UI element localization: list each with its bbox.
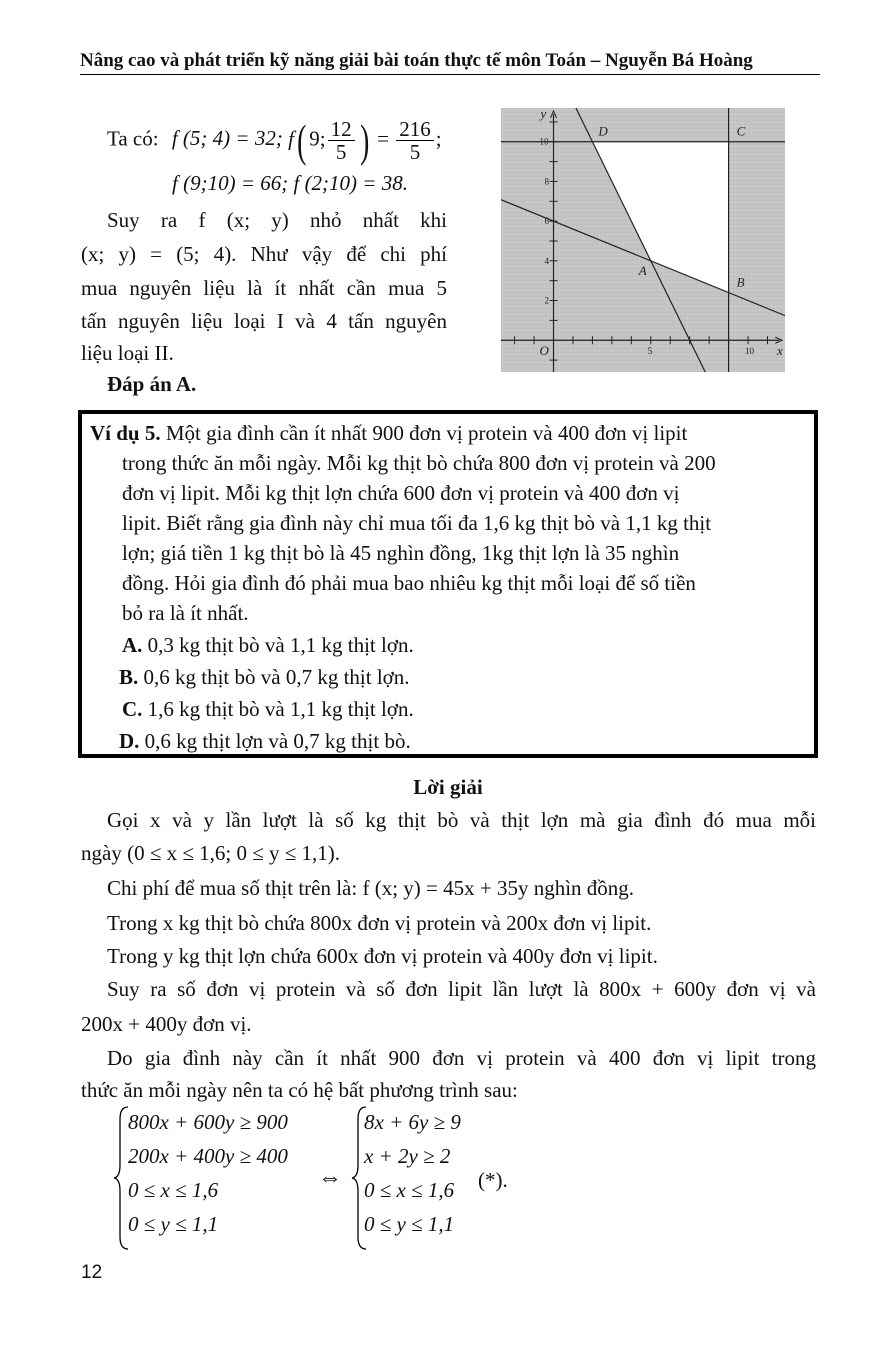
values-prefix: Ta có: (107, 126, 159, 151)
equivalence-symbol: ⇔ (318, 1165, 342, 1191)
example-line-5: lợn; giá tiền 1 kg thịt bò là 45 nghìn đồng, 1kg thịt lợn là 35 nghìn (122, 541, 680, 565)
inequality: x + 2y ≥ 2 (364, 1144, 451, 1168)
answer-label: Đáp án A. (107, 372, 197, 396)
value-f9-arg: 9; (309, 126, 326, 151)
running-header: Nâng cao và phát triển kỹ năng giải bài toán thực tế môn Toán – Nguyễn Bá Hoàng (80, 50, 820, 75)
example-line-6: đồng. Hỏi gia đình đó phải mua bao nhiêu kg thịt mỗi loại để số tiền (122, 571, 696, 595)
option-key: A. (122, 633, 143, 657)
origin-label: O (539, 343, 549, 359)
y-tick-label: 10 (539, 136, 549, 147)
option-key: D. (119, 729, 140, 753)
y-tick-label: 2 (544, 295, 550, 306)
solution-p5-a: Suy ra số đơn vị protein và số đơn lipit lần lượt là 800x + 600y đơn vị và (107, 977, 816, 1001)
option-d[interactable] (119, 726, 411, 756)
example-line-7: bỏ ra là ít nhất. (122, 601, 249, 625)
paren-right: ) (359, 114, 369, 166)
solution-p4: Trong y kg thịt lợn chứa 600x đơn vị protein và 400y đơn vị lipit. (107, 944, 658, 968)
values-line-1 (107, 114, 442, 166)
fraction-12-5: $\frac{12}{5}$ (328, 118, 355, 163)
solution-p1-b: ngày (0 ≤ x ≤ 1,6; 0 ≤ y ≤ 1,1). (81, 841, 340, 865)
example-line-4: lipit. Biết rằng gia đình này chỉ mua tối đa 1,6 kg thịt bò và 1,1 kg thịt (122, 511, 712, 535)
values-line-2: f (9;10) = 66; f (2;10) = 38. (172, 171, 408, 195)
y-axis-label: y (540, 108, 547, 121)
semicolon: ; (435, 126, 442, 151)
conclusion-line-1: Suy ra f (x; y) nhỏ nhất khi (107, 208, 447, 232)
page-number: 12 (81, 1262, 103, 1283)
point-label-c: C (736, 123, 746, 139)
inequality: 0 ≤ x ≤ 1,6 (364, 1178, 455, 1202)
point-label-a: A (638, 262, 647, 278)
example-line-2: trong thức ăn mỗi ngày. Mỗi kg thịt bò chứa 800 đơn vị protein và 200 (122, 451, 716, 475)
option-b[interactable] (119, 662, 410, 692)
example-line-3: đơn vị lipit. Mỗi kg thịt lợn chứa 600 đơn vị protein và 400 đơn vị (122, 481, 680, 505)
y-tick-label: 4 (544, 255, 550, 266)
example-box (78, 410, 818, 758)
system-left (128, 1105, 288, 1241)
example-line-1 (90, 418, 687, 448)
option-text: 0,3 kg thịt bò và 1,1 kg thịt lợn. (147, 633, 414, 657)
inequality: 0 ≤ y ≤ 1,1 (128, 1212, 219, 1236)
value-f9-fn: f (288, 126, 294, 151)
feasible-region-graph (501, 108, 785, 372)
x-tick-label: 10 (745, 346, 755, 357)
option-text: 0,6 kg thịt bò và 0,7 kg thịt lợn. (143, 665, 410, 689)
point-label-b: B (736, 274, 745, 290)
conclusion-line-4: tấn nguyên liệu loại I và 4 tấn nguyên (81, 309, 447, 333)
conclusion-line-5: liệu loại II. (81, 341, 174, 365)
paren-left: ( (296, 114, 307, 166)
option-key: B. (119, 665, 139, 689)
option-text: 1,6 kg thịt bò và 1,1 kg thịt lợn. (147, 697, 414, 721)
y-tick-label: 6 (544, 216, 550, 227)
solution-p3: Trong x kg thịt bò chứa 800x đơn vị protein và 200x đơn vị lipit. (107, 911, 652, 935)
fraction-216-5: $\frac{216}{5}$ (396, 118, 434, 163)
inequality: 800x + 600y ≥ 900 (128, 1110, 288, 1134)
solution-p2: Chi phí để mua số thịt trên là: f (x; y) = 45x + 35y nghìn đồng. (107, 876, 635, 900)
solution-p5-b: 200x + 400y đơn vị. (81, 1012, 252, 1036)
option-c[interactable] (122, 694, 414, 724)
option-text: 0,6 kg thịt lợn và 0,7 kg thịt bò. (144, 729, 411, 753)
point-label-d: D (598, 123, 608, 139)
conclusion-line-3: mua nguyên liệu là ít nhất cần mua 5 (81, 276, 447, 300)
solution-heading: Lời giải (413, 775, 483, 799)
solution-p6-a: Do gia đình này cần ít nhất 900 đơn vị protein và 400 đơn vị lipit trong (107, 1046, 816, 1070)
solution-p1-a: Gọi x và y lần lượt là số kg thịt bò và thịt lợn mà gia đình đó mua mỗi (107, 808, 816, 832)
example-title: Ví dụ 5. (90, 421, 161, 445)
inequality: 200x + 400y ≥ 400 (128, 1144, 288, 1168)
system-tag: (*). (478, 1168, 508, 1192)
x-tick-label: 5 (647, 346, 653, 357)
example-text-1: Một gia đình cần ít nhất 900 đơn vị protein và 400 đơn vị lipit (165, 421, 688, 445)
inequality: 0 ≤ y ≤ 1,1 (364, 1212, 455, 1236)
value-f54: f (5; 4) = 32; (171, 126, 283, 151)
conclusion-line-2: (x; y) = (5; 4). Như vậy để chi phí (81, 242, 447, 266)
solution-p6-b: thức ăn mỗi ngày nên ta có hệ bất phương trình sau: (81, 1078, 518, 1102)
y-tick-label: 8 (544, 176, 550, 187)
option-a[interactable] (122, 630, 414, 660)
system-right (364, 1105, 461, 1241)
x-axis-label: x (777, 343, 783, 359)
inequality: 0 ≤ x ≤ 1,6 (128, 1178, 219, 1202)
inequality: 8x + 6y ≥ 9 (364, 1110, 461, 1134)
equals-sign: = (377, 126, 390, 151)
option-key: C. (122, 697, 143, 721)
